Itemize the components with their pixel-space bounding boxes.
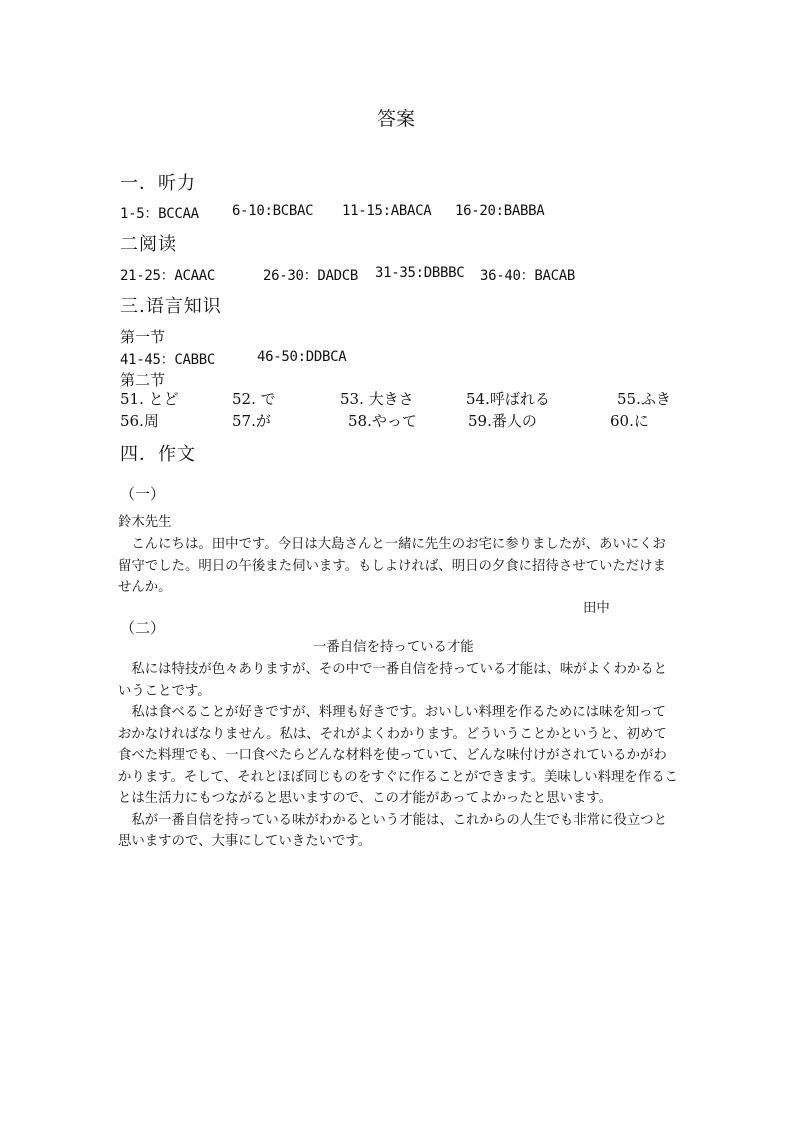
section-heading-listening: 一．听力 — [120, 173, 196, 194]
answer-group: 16-20:BABBA — [455, 203, 545, 219]
answer-item: 59.番人の — [468, 412, 537, 430]
answer-item: 58.やって — [348, 412, 417, 430]
essay-paragraph: 私には特技が色々ありますが、その中で一番自信を持っている才能は、味がよくわかるということです。 — [118, 662, 668, 699]
salutation: 鈴木先生 — [118, 515, 172, 530]
essay-paragraph: 私は食べることが好きですが、料理も好きです。おいしい料理を作るためには味を知っておかなければなりません。私は、それがよくわかります。どういうことかというと、初めて食べた料理でも、一口食べたらどんな材料を使っていて、どんな味付けがされているかがわかります。そして、それとほぼ同じものをすぐに作ることができます。美味しい料理を作ることは生活力にもつながると思いますので、この才能があってよかったと思います。 — [118, 705, 678, 806]
answer-group: 1-5：BCCAA — [120, 206, 199, 222]
signature: 田中 — [583, 601, 610, 616]
answer-item: 57.が — [232, 412, 271, 430]
answer-item: 51. とど — [120, 390, 179, 408]
section-heading-reading: 二阅读 — [120, 234, 177, 255]
answer-group: 26-30：DADCB — [263, 268, 358, 284]
essay-label: （一） — [120, 485, 166, 503]
section-heading-language-knowledge: 三.语言知识 — [120, 296, 222, 317]
answer-item: 54.呼ばれる — [466, 390, 550, 408]
essay-paragraph: こんにちは。田中です。今日は大島さんと一緒に先生のお宅に参りましたが、あいにくお留守でした。明日の午後また伺います。もしよければ、明日の夕食に招待させていただけませんか。 — [118, 537, 666, 595]
answer-group: 6-10:BCBAC — [232, 203, 314, 219]
part-label: 第一节 — [120, 328, 166, 346]
answer-group: 41-45：CABBC — [120, 352, 215, 368]
answer-item: 55.ふき — [617, 390, 671, 408]
answer-item: 56.周 — [120, 412, 159, 430]
essay-paragraph: 私が一番自信を持っている味がわかるという才能は、これからの人生でも非常に役立つと思いますので、大事にしていきたいです。 — [118, 812, 668, 849]
answer-group: 11-15:ABACA — [342, 203, 432, 219]
section-heading-composition: 四．作文 — [120, 444, 196, 465]
answer-item: 60.に — [610, 412, 649, 430]
essay-title: 一番自信を持っている才能 — [313, 640, 474, 655]
essay-body — [118, 534, 678, 599]
essay-label: （二） — [120, 619, 166, 637]
essay-body — [118, 659, 678, 853]
page-title: 答案 — [377, 108, 416, 130]
answer-item: 53. 大きさ — [340, 390, 414, 408]
answer-group: 36-40：BACAB — [480, 268, 575, 284]
answer-group: 46-50:DDBCA — [257, 349, 347, 365]
answer-group: 21-25：ACAAC — [120, 268, 215, 284]
part-label: 第二节 — [120, 371, 166, 389]
answer-item: 52. で — [232, 390, 276, 408]
answer-group: 31-35:DBBBC — [375, 265, 465, 281]
